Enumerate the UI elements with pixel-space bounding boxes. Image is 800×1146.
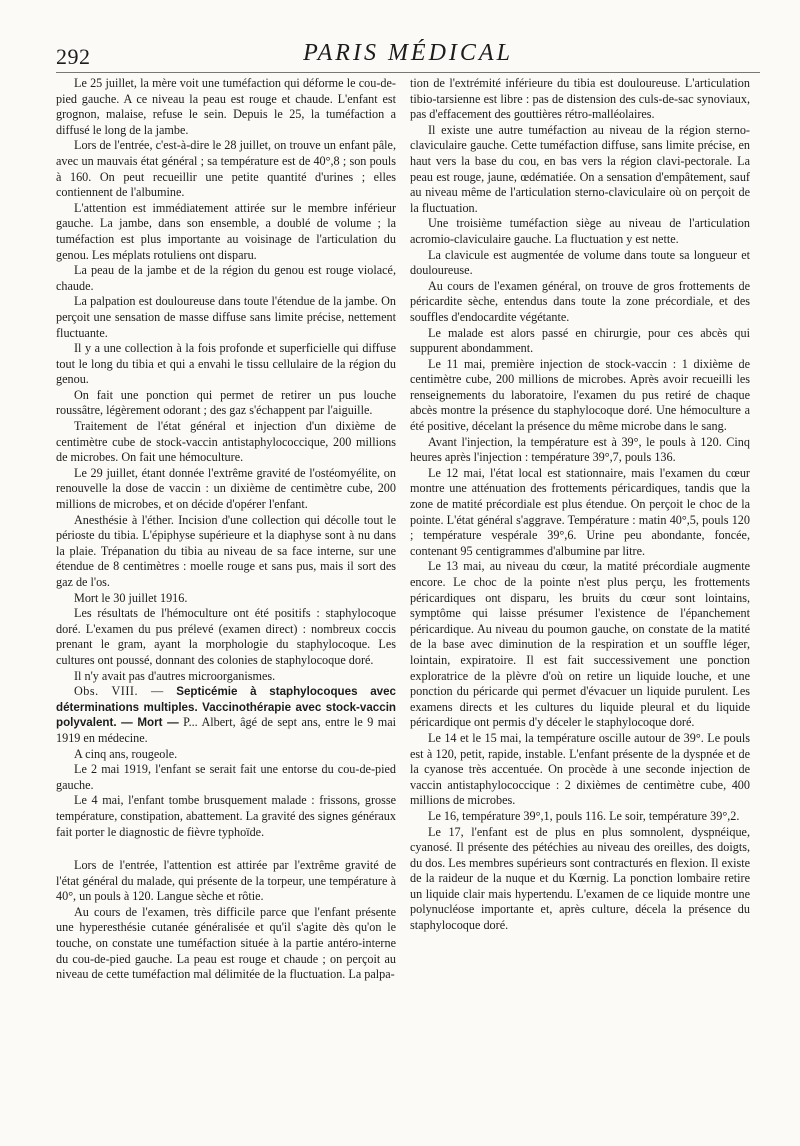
right-column bbox=[410, 76, 750, 934]
paragraph: A cinq ans, rougeole. bbox=[74, 746, 178, 761]
running-title: PARIS MÉDICAL bbox=[303, 40, 513, 66]
observation-number: Obs. VIII. — bbox=[74, 684, 164, 699]
paragraph: Avant l'injection, la température est à 39°, le pouls à 120. Cinq heures après l'injection : température 39°,7, pouls 136. bbox=[410, 434, 750, 465]
paragraph: Le 16, température 39°,1, pouls 116. Le soir, température 39°,2. bbox=[428, 808, 740, 823]
page-number: 292 bbox=[56, 44, 91, 69]
paragraph: Le 13 mai, au niveau du cœur, la matité précordiale augmente encore. Le choc de la pointe n'est plus perçu, les frottements péricardiques ont disparu, les bruits du cœur sont lointains, symptôme qui laisse présumer l'existence de l'épanchement péricardique. Au niveau du poumon gauche, on constate de la matité de la base avec diminution de la respiration et un souffle léger, lointain, expiratoire. Il est fait successivement une ponction exploratrice de la plèvre d'où on retire un liquide louche, et une ponction du péricarde qui permet d'évacuer un liquide purulent. Les examens directs et les cultures du liquide pleural et du liquide péricardique ont permis d'y déceler le staphylocoque doré. bbox=[410, 559, 750, 730]
paragraph: Une troisième tuméfaction siège au niveau de l'articulation acromio-claviculaire gauche. La fluctuation y est nette. bbox=[410, 216, 750, 246]
paragraph: Le 4 mai, l'enfant tombe brusquement malade : frissons, grosse température, constipation, abattement. La gravité des signes généraux fait porter le diagnostic de fièvre typhoïde. bbox=[56, 793, 396, 839]
paragraph: Lors de l'entrée, l'attention est attirée par l'extrême gravité de l'état général du malade, qui présente de la torpeur, une température à 40°, un pouls à 120. Langue sèche et rôtie. bbox=[56, 858, 396, 904]
header-rule bbox=[56, 72, 760, 73]
paragraph: Le 2 mai 1919, l'enfant se serait fait une entorse du cou-de-pied gauche. bbox=[56, 762, 396, 792]
paragraph: Il n'y avait pas d'autres microorganismes. bbox=[74, 668, 276, 683]
paragraph: Le 11 mai, première injection de stock-vaccin : 1 dixième de centimètre cube, 200 millions de microbes. Après avoir recueilli les renseignements du laboratoire, l'examen du pus retiré de chaque abcès montre la présence du staphylocoque doré. Une hémoculture a été positive, décelant la présence du même microbe dans le sang. bbox=[410, 356, 750, 434]
paragraph: Traitement de l'état général et injection d'un dixième de centimètre cube de stock-vaccin antistaphylococcique, 200 millions de microbes. On fait une hémoculture. bbox=[56, 419, 396, 465]
observation-intro: P... Albert, âgé de sept ans, entre le 9 mai 1919 en médecine. bbox=[56, 715, 396, 745]
page-header bbox=[56, 40, 760, 72]
paragraph: La peau de la jambe et de la région du genou est rouge violacé, chaude. bbox=[56, 263, 396, 293]
paragraph: La palpation est douloureuse dans toute l'étendue de la jambe. On perçoit une sensation de masse diffuse sans limite précise, nettement fluctuante. bbox=[56, 294, 396, 340]
paragraph: Au cours de l'examen, très difficile parce que l'enfant présente une hyperesthésie cutanée généralisée et qu'il s'agite dès qu'on le touche, on constate une tuméfaction située à la partie antéro-interne du cou-de-pied gauche. La peau est rouge et chaude ; on perçoit au niveau de cette tuméfaction mal délimitée de la fluctuation. La palpa- bbox=[56, 904, 396, 982]
paragraph: Le malade est alors passé en chirurgie, pour ces abcès qui suppurent abondamment. bbox=[410, 325, 750, 356]
paragraph: L'attention est immédiatement attirée sur le membre inférieur gauche. La jambe, dans son ensemble, a doublé de volume ; la tuméfaction est plus importante au voisinage de l'articulation du genou. Les méplats rotuliens ont disparu. bbox=[56, 200, 396, 262]
left-column bbox=[56, 76, 396, 983]
paragraph: Anesthésie à l'éther. Incision d'une collection qui décolle tout le périoste du tibia. L'épiphyse supérieure et la diaphyse sont à nu dans la plaie. Trépanation du tibia au niveau de sa face interne, sur une étendue de 8 centimètres : moelle rouge et sans pus, mais il sort des gaz de l'os. bbox=[56, 512, 396, 589]
paragraph: Le 14 et le 15 mai, la température oscille autour de 39°. Le pouls est à 120, petit, rapide, instable. L'enfant présente de la dyspnée et de la cyanose très accentuée. On procède à une seconde injection de vaccin antistaphylococcique : 2 dixièmes de centimètre cube, 400 millions de microbes. bbox=[410, 730, 750, 808]
paragraph: tion de l'extrémité inférieure du tibia est douloureuse. L'articulation tibio-tarsienne est libre : pas de distension des culs-de-sac synoviaux, pas d'effacement des gouttières rétro-malléolaires. bbox=[410, 76, 750, 122]
paragraph: Le 29 juillet, étant donnée l'extrême gravité de l'ostéomyélite, on renouvelle la dose de vaccin : un dixième de centimètre cube, 200 millions de microbes, et on décide d'opérer l'enfant. bbox=[56, 465, 396, 512]
paragraph: La clavicule est augmentée de volume dans toute sa longueur et douloureuse. bbox=[410, 247, 750, 278]
paragraph: Mort le 30 juillet 1916. bbox=[74, 590, 188, 605]
paragraph: Il existe une autre tuméfaction au niveau de la région sterno-claviculaire gauche. Cette tuméfaction diffuse, sans limite précise, en haut vers la base du cou, en bas vers la région clavi-pectorale. La peau est rouge, jaune, œdématiée. On a sensation d'empâtement, sauf au niveau même de l'articulation sterno-claviculaire où on perçoit de la fluctuation. bbox=[410, 122, 750, 215]
paragraph: Au cours de l'examen général, on trouve de gros frottements de péricardite sèche, entendus dans toute la zone précordiale, et des souffles d'endocardite végétante. bbox=[410, 278, 750, 324]
paragraph: Le 12 mai, l'état local est stationnaire, mais l'examen du cœur montre une atténuation des frottements péricardiques, tandis que la zone de matité précordiale est plus étendue. On perçoit le choc de la pointe. L'état général s'aggrave. Température : matin 40°,5, pouls 120 ; température vespérale 39°,6. Urine peu abondante, foncée, contenant 95 centigrammes d'albumine par litre. bbox=[410, 465, 750, 558]
paragraph: Les résultats de l'hémoculture ont été positifs : staphylocoque doré. L'examen du pus prélevé (examen direct) : nombreux coccis prenant le gram, ayant la morphologie du staphylocoque. Les cultures ont poussé, donnant des colonies de staphylocoque doré. bbox=[56, 606, 396, 667]
paragraph: Le 17, l'enfant est de plus en plus somnolent, dyspnéique, cyanosé. Il présente des pétéchies au niveau des oreilles, des doigts, du dos. Les membres supérieurs sont contracturés en flexion. Il existe de la raideur de la nuque et du Kœrnig. La ponction lombaire retire un liquide clair mais hypertendu. L'examen de ce liquide montre une polynucléose importante et, après culture, décela la présence du staphylocoque doré. bbox=[410, 824, 750, 933]
paragraph: Le 25 juillet, la mère voit une tuméfaction qui déforme le cou-de-pied gauche. A ce niveau la peau est rouge et chaude. L'enfant est grognon, malaise, refuse le sein. Depuis le 25, la tuméfaction a diffusé le long de la jambe. bbox=[56, 76, 396, 137]
paragraph: On fait une ponction qui permet de retirer un pus louche roussâtre, légèrement odorant ; des gaz s'échappent par l'aiguille. bbox=[56, 387, 396, 418]
paragraph: Il y a une collection à la fois profonde et superficielle qui diffuse tout le long du tibia et qui a envahi le tissu cellulaire de la région du genou. bbox=[56, 341, 396, 387]
observation-title: Septicémie à staphylocoques avec déterminations multiples. Vaccinothérapie avec stock-vaccin polyvalent. — Mort — bbox=[56, 685, 396, 730]
observation-heading bbox=[56, 684, 396, 746]
paragraph: Lors de l'entrée, c'est-à-dire le 28 juillet, on trouve un enfant pâle, avec un mauvais état général ; sa température est de 40°,8 ; son pouls à 160. On peut recueillir une petite quantité d'urines ; elles contiennent de l'albumine. bbox=[56, 138, 396, 200]
